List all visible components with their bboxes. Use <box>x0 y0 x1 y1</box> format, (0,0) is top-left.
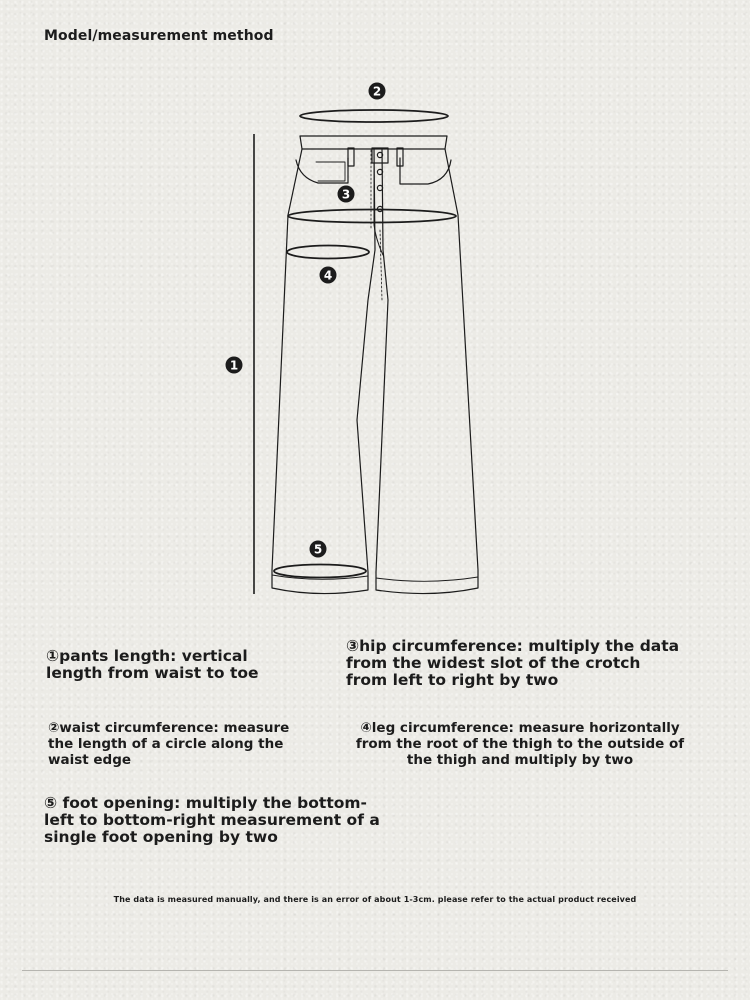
page-title: Model/measurement method <box>44 28 274 44</box>
marker-3-label: 3 <box>341 187 351 202</box>
right-pocket <box>400 158 451 184</box>
marker-1-label: 1 <box>229 358 239 373</box>
waistband <box>300 136 447 149</box>
hip-circumference-description: ③hip circumference: multiply the data from the widest slot of the crotch from left to right by two <box>346 637 680 689</box>
marker-4 <box>320 267 337 284</box>
foot-opening-description: ⑤ foot opening: multiply the bottom-left to bottom-right measurement of a single foot opening by two <box>44 794 380 846</box>
marker-2-label: 2 <box>372 84 382 99</box>
marker-5-label: 5 <box>313 542 323 557</box>
foot-measure-ellipse <box>274 565 366 578</box>
marker-2 <box>369 83 386 100</box>
leg-measure-ellipse <box>287 246 369 259</box>
waist-circumference-description: ②waist circumference: measure the length of a circle along the waist edge <box>48 720 290 768</box>
marker-5 <box>310 541 327 558</box>
marker-3 <box>338 186 355 203</box>
measurement-disclaimer: The data is measured manually, and there is an error of about 1-3cm. please refer to the actual product received <box>113 895 637 904</box>
leg-circumference-description: ④leg circumference: measure horizontally from the root of the thigh to the outside of the thigh and multiply by two <box>355 720 685 768</box>
marker-4-label: 4 <box>323 268 333 283</box>
waist-measure-ellipse <box>300 110 448 122</box>
pants-length-description: ①pants length: vertical length from waist to toe <box>46 647 259 682</box>
bottom-divider <box>22 970 728 971</box>
marker-1 <box>226 357 243 374</box>
hip-measure-ellipse <box>288 210 456 223</box>
right-leg-outline <box>376 149 478 594</box>
